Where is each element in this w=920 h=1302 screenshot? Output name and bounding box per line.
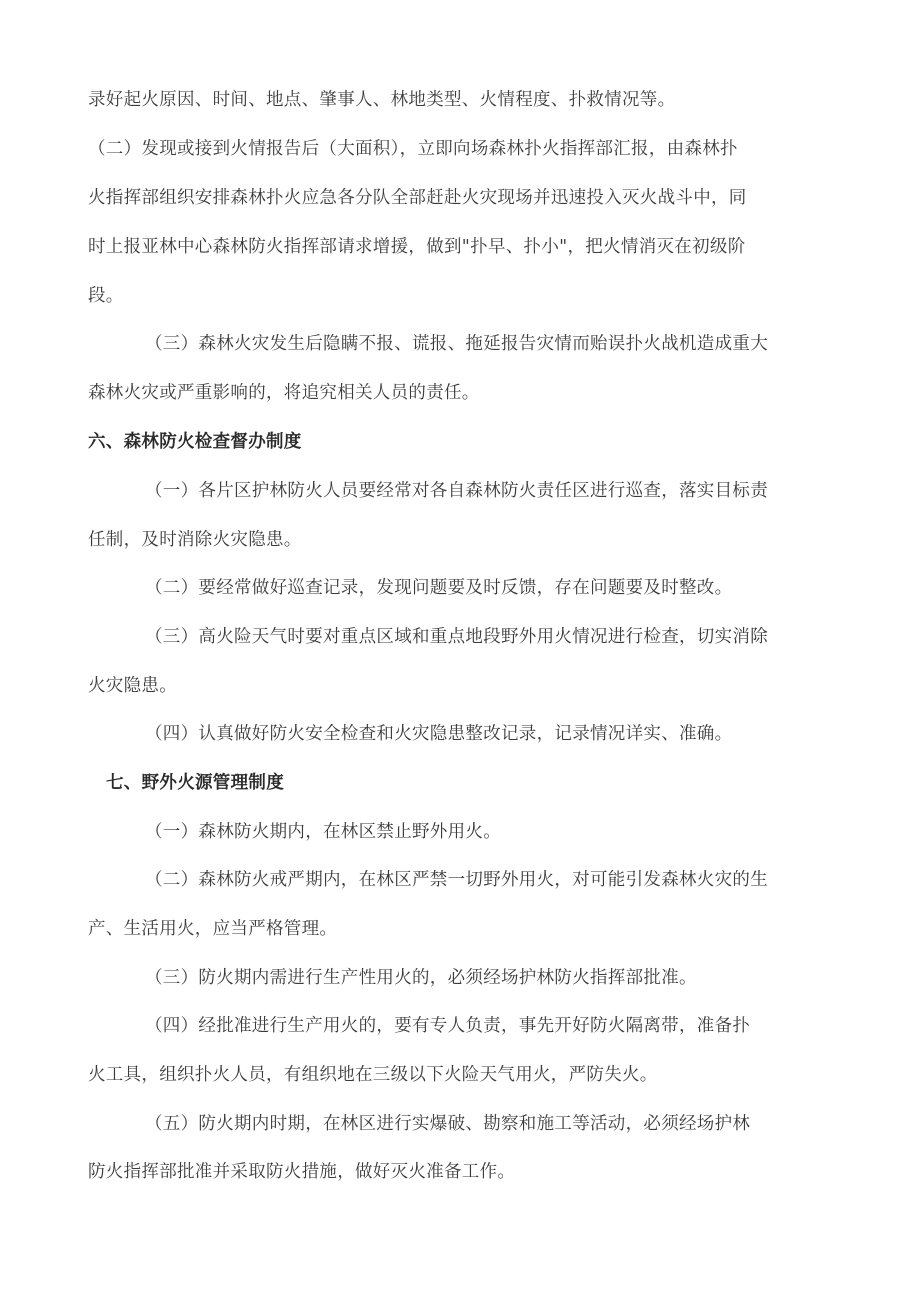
paragraph-line: （四）经批准进行生产用火的，要有专人负责，事先开好防火隔离带，准备扑 [145, 1016, 751, 1036]
paragraph-line: 火指挥部组织安排森林扑火应急各分队全部赶赴火灾现场并迅速投入灭火战斗中，同 [88, 188, 747, 208]
paragraph-line: 任制，及时消除火灾隐患。 [88, 530, 302, 550]
paragraph-line: （二）发现或接到火情报告后（大面积），立即向场森林扑火指挥部汇报，由森林扑 [88, 139, 738, 159]
paragraph-line: （三）防火期内需进行生产性用火的，必须经场护林防火指挥部批准。 [145, 968, 697, 988]
paragraph-line: （三）森林火灾发生后隐瞒不报、谎报、拖延报告灾情而贻误扑火战机造成重大 [145, 334, 768, 354]
paragraph-line: 火灾隐患。 [88, 676, 177, 696]
paragraph-line: 录好起火原因、时间、地点、肇事人、林地类型、火情程度、扑救情况等。 [88, 90, 676, 110]
paragraph-line: （三）高火险天气时要对重点区域和重点地段野外用火情况进行检查，切实消除 [145, 627, 768, 647]
paragraph-line: （五）防火期内时期，在林区进行实爆破、勘察和施工等活动，必须经场护林 [145, 1114, 751, 1134]
paragraph-line: （一）各片区护林防火人员要经常对各自森林防火责任区进行巡查，落实目标责 [145, 481, 768, 501]
paragraph-line: （二）森林防火戒严期内，在林区严禁一切野外用火，对可能引发森林火灾的生 [145, 870, 768, 890]
paragraph-line: （四）认真做好防火安全检查和火灾隐患整改记录，记录情况详实、准确。 [145, 724, 733, 744]
section-heading: 七、野外火源管理制度 [106, 773, 284, 793]
paragraph-line: 时上报亚林中心森林防火指挥部请求增援，做到"扑早、扑小"，把火情消灭在初级阶 [88, 237, 746, 257]
paragraph-line: 森林火灾或严重影响的，将追究相关人员的责任。 [88, 383, 480, 403]
paragraph-line: 火工具，组织扑火人员，有组织地在三级以下火险天气用火，严防失火。 [88, 1065, 658, 1085]
paragraph-line: （二）要经常做好巡查记录，发现问题要及时反馈，存在问题要及时整改。 [145, 578, 733, 598]
paragraph-line: （一）森林防火期内，在林区禁止野外用火。 [145, 822, 501, 842]
paragraph-line: 产、生活用火，应当严格管理。 [88, 919, 338, 939]
paragraph-line: 防火指挥部批准并采取防火措施，做好灭火准备工作。 [88, 1162, 516, 1182]
section-heading: 六、森林防火检查督办制度 [88, 432, 302, 452]
paragraph-line: 段。 [88, 286, 124, 306]
